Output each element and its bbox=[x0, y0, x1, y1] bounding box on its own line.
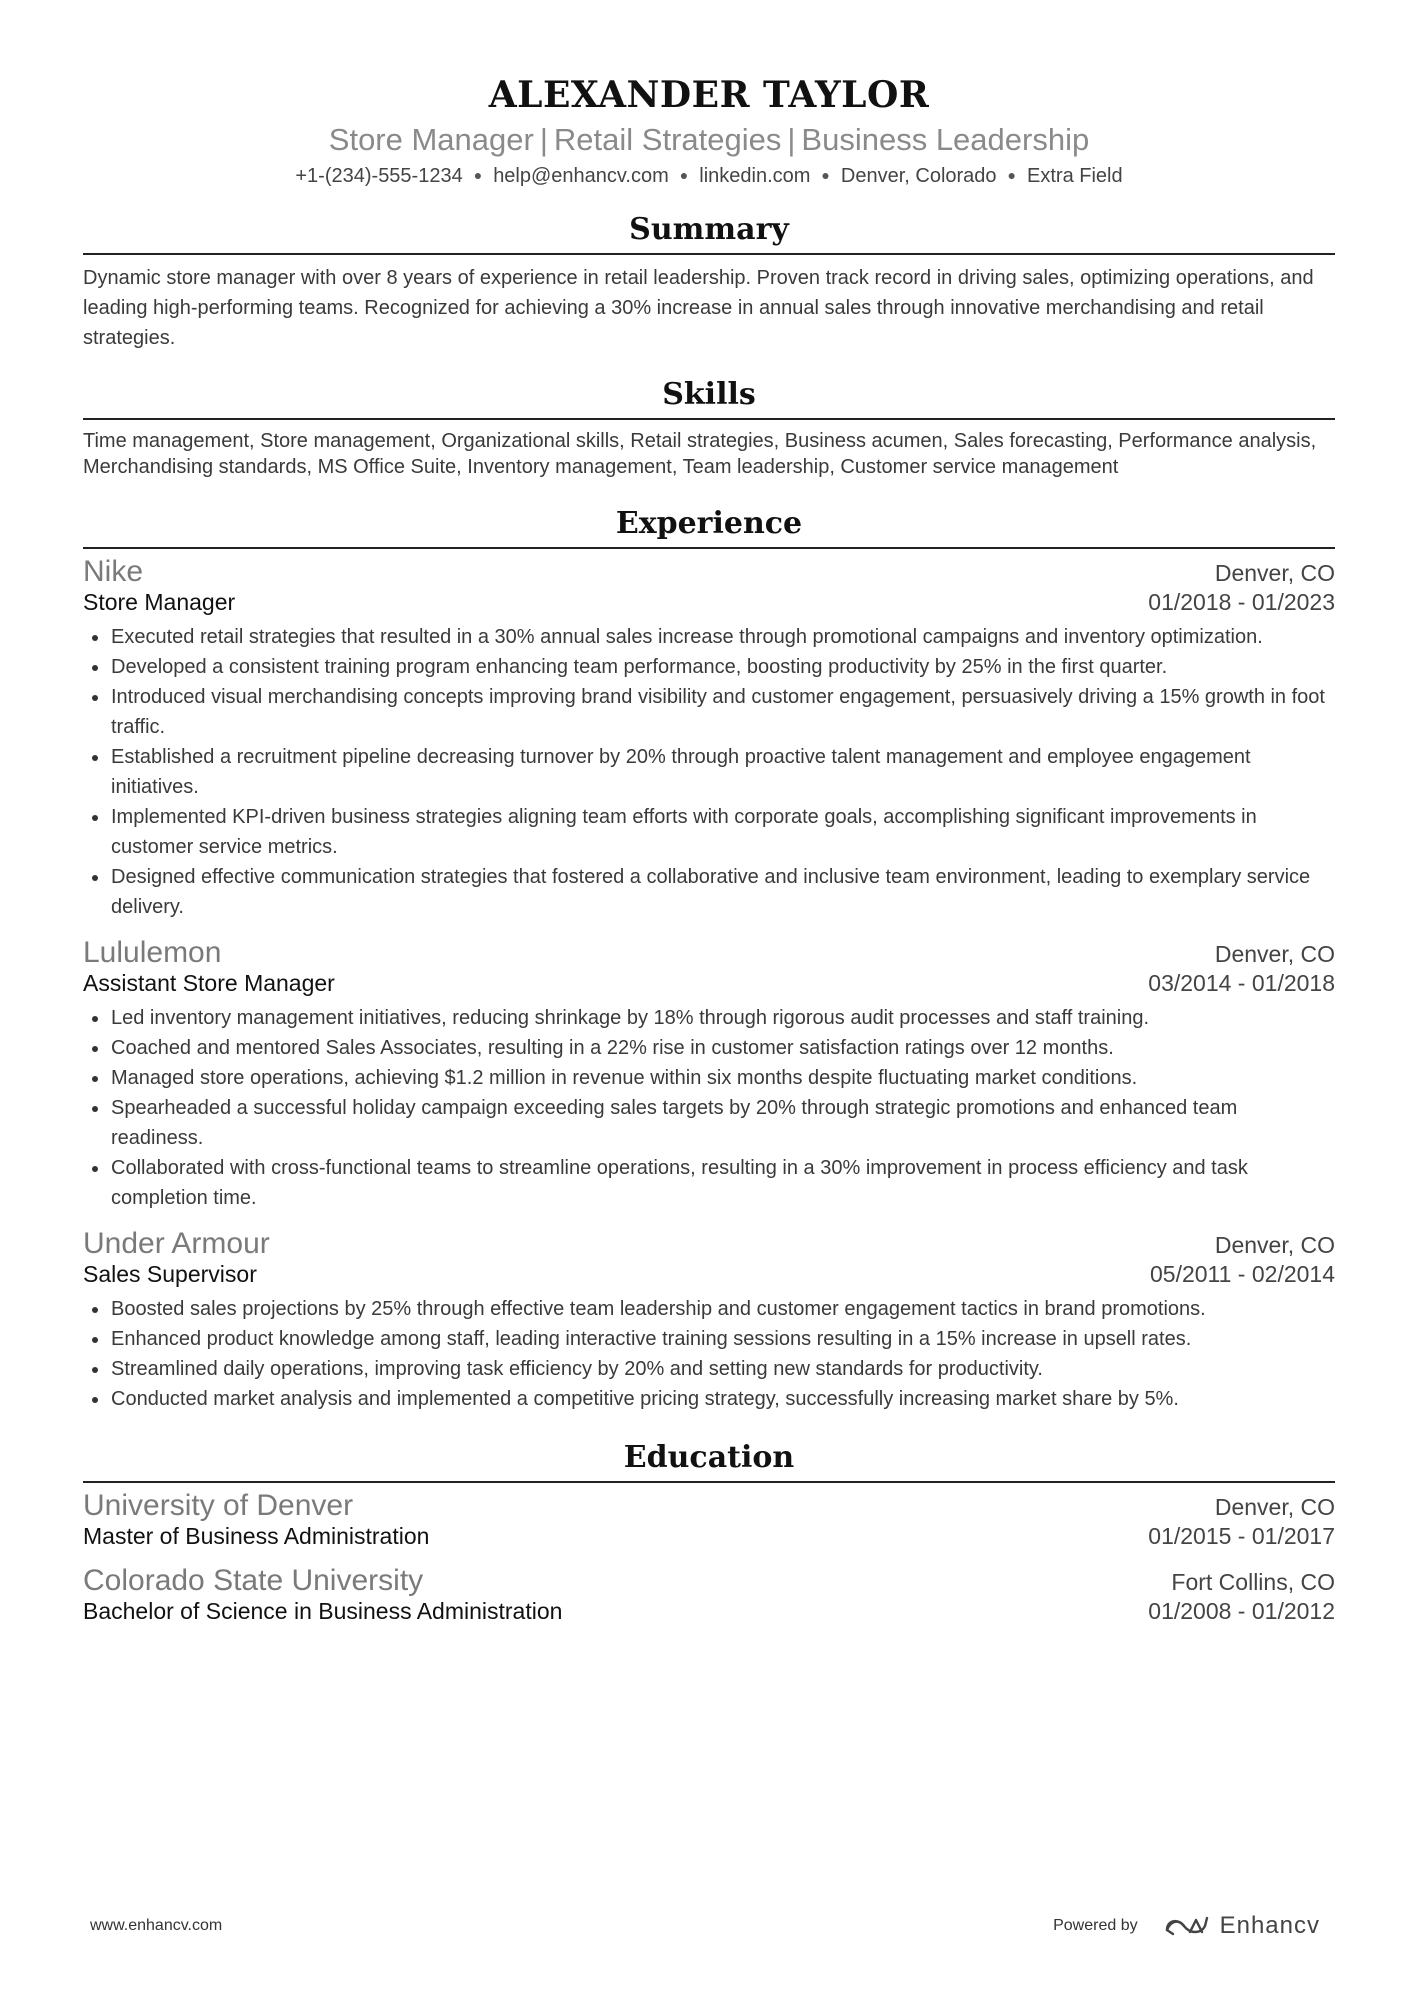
job-dates: 03/2014 - 01/2018 bbox=[1148, 970, 1335, 996]
education-dates: 01/2015 - 01/2017 bbox=[1148, 1523, 1335, 1549]
list-item: Collaborated with cross-functional teams to streamline operations, resulting in a 30% improvement in process efficiency and task completion time. bbox=[111, 1153, 1335, 1213]
degree: Master of Business Administration bbox=[83, 1523, 430, 1549]
brand-logo[interactable] bbox=[1164, 1912, 1320, 1940]
brand-name: Enhancv bbox=[1219, 1912, 1320, 1939]
job-bullets bbox=[83, 1294, 1335, 1414]
headline-separator: | bbox=[539, 122, 548, 157]
list-item: Executed retail strategies that resulted in a 30% annual sales increase through promotional campaigns and inventory optimization. bbox=[111, 622, 1335, 652]
education-subheader bbox=[83, 1523, 1335, 1550]
job-entry bbox=[83, 936, 1335, 1213]
experience-section bbox=[83, 506, 1335, 1414]
job-location: Denver, CO bbox=[1214, 1232, 1335, 1258]
section-title: Summary bbox=[83, 212, 1335, 255]
headline bbox=[83, 120, 1335, 160]
school-name: University of Denver bbox=[83, 1489, 354, 1522]
section-title: Education bbox=[83, 1440, 1335, 1483]
education-section bbox=[83, 1440, 1335, 1625]
contact-location: Denver, Colorado bbox=[840, 165, 997, 187]
company-name: Under Armour bbox=[83, 1227, 270, 1260]
headline-item: Store Manager bbox=[328, 122, 534, 157]
powered-by bbox=[1053, 1912, 1320, 1940]
list-item: Introduced visual merchandising concepts improving brand visibility and customer engagement, persuasively driving a 15% growth in foot traffic. bbox=[111, 682, 1335, 742]
list-item: Conducted market analysis and implemented a competitive pricing strategy, successfully increasing market share by 5%. bbox=[111, 1384, 1335, 1414]
school-location: Fort Collins, CO bbox=[1171, 1569, 1335, 1595]
list-item: Boosted sales projections by 25% through effective team leadership and customer engagement tactics in brand promotions. bbox=[111, 1294, 1335, 1324]
list-item: Established a recruitment pipeline decreasing turnover by 20% through proactive talent management and employee engagement initiatives. bbox=[111, 742, 1335, 802]
bullet-separator: ● bbox=[821, 167, 830, 183]
education-dates: 01/2008 - 01/2012 bbox=[1148, 1598, 1335, 1624]
list-item: Spearheaded a successful holiday campaign exceeding sales targets by 20% through strategic promotions and enhanced team readiness. bbox=[111, 1093, 1335, 1153]
education-entry bbox=[83, 1564, 1335, 1625]
company-name: Lululemon bbox=[83, 936, 222, 969]
footer-url[interactable]: www.enhancv.com bbox=[90, 1917, 223, 1934]
job-entry bbox=[83, 1227, 1335, 1414]
contact-linkedin[interactable]: linkedin.com bbox=[699, 165, 811, 187]
skills-section bbox=[83, 377, 1335, 480]
job-subheader bbox=[83, 589, 1335, 616]
job-bullets bbox=[83, 622, 1335, 922]
list-item: Coached and mentored Sales Associates, resulting in a 22% rise in customer satisfaction ratings over 12 months. bbox=[111, 1033, 1335, 1063]
headline-item: Business Leadership bbox=[801, 122, 1090, 157]
job-bullets bbox=[83, 1003, 1335, 1213]
education-entry bbox=[83, 1489, 1335, 1550]
skills-text: Time management, Store management, Organizational skills, Retail strategies, Business acumen, Sales forecasting, Performance analysis, Merchandising standards, MS Office Suite, Inventory management, Team leadership, Customer service management bbox=[83, 430, 1317, 478]
school-location: Denver, CO bbox=[1214, 1494, 1335, 1520]
job-entry bbox=[83, 555, 1335, 922]
job-title: Assistant Store Manager bbox=[83, 970, 335, 996]
job-subheader bbox=[83, 1261, 1335, 1288]
job-header bbox=[83, 936, 1335, 970]
list-item: Streamlined daily operations, improving task efficiency by 20% and setting new standards for productivity. bbox=[111, 1354, 1335, 1384]
summary-text: Dynamic store manager with over 8 years of experience in retail leadership. Proven track record in driving sales, optimizing operations, and leading high-performing teams. Recognized for achieving a 30% increase in annual sales through innovative merchandising and retail strategies. bbox=[83, 267, 1314, 349]
degree: Bachelor of Science in Business Administration bbox=[83, 1598, 563, 1624]
list-item: Enhanced product knowledge among staff, leading interactive training sessions resulting in a 15% increase in upsell rates. bbox=[111, 1324, 1335, 1354]
section-title: Skills bbox=[83, 377, 1335, 420]
contact-email[interactable]: help@enhancv.com bbox=[493, 165, 669, 187]
summary-section bbox=[83, 212, 1335, 353]
bullet-separator: ● bbox=[473, 167, 483, 183]
job-location: Denver, CO bbox=[1214, 560, 1335, 586]
resume-page bbox=[83, 0, 1335, 1625]
education-subheader bbox=[83, 1598, 1335, 1625]
candidate-name: ALEXANDER TAYLOR bbox=[488, 74, 930, 116]
page-footer bbox=[90, 1912, 1320, 1940]
education-header bbox=[83, 1564, 1335, 1598]
contact-extra: Extra Field bbox=[1027, 165, 1123, 187]
job-header bbox=[83, 555, 1335, 589]
bullet-separator: ● bbox=[1007, 167, 1017, 183]
job-title: Sales Supervisor bbox=[83, 1261, 257, 1287]
bullet-separator: ● bbox=[679, 167, 689, 183]
list-item: Managed store operations, achieving $1.2 million in revenue within six months despite fluctuating market conditions. bbox=[111, 1063, 1335, 1093]
list-item: Developed a consistent training program enhancing team performance, boosting productivity by 25% in the first quarter. bbox=[111, 652, 1335, 682]
headline-item: Retail Strategies bbox=[553, 122, 782, 157]
headline-separator: | bbox=[787, 122, 796, 157]
job-location: Denver, CO bbox=[1214, 941, 1335, 967]
company-name: Nike bbox=[83, 555, 144, 588]
contact-info bbox=[83, 160, 1335, 190]
powered-by-label: Powered by bbox=[1053, 1917, 1138, 1934]
job-subheader bbox=[83, 970, 1335, 997]
education-header bbox=[83, 1489, 1335, 1523]
contact-phone: +1-(234)-555-1234 bbox=[295, 165, 463, 187]
list-item: Implemented KPI-driven business strategies aligning team efforts with corporate goals, accomplishing significant improvements in customer service metrics. bbox=[111, 802, 1335, 862]
job-dates: 05/2011 - 02/2014 bbox=[1149, 1261, 1335, 1287]
list-item: Designed effective communication strategies that fostered a collaborative and inclusive team environment, leading to exemplary service delivery. bbox=[111, 862, 1335, 922]
job-dates: 01/2018 - 01/2023 bbox=[1148, 589, 1335, 615]
list-item: Led inventory management initiatives, reducing shrinkage by 18% through rigorous audit processes and staff training. bbox=[111, 1003, 1335, 1033]
job-title: Store Manager bbox=[83, 589, 236, 615]
section-title: Experience bbox=[83, 506, 1335, 549]
job-header bbox=[83, 1227, 1335, 1261]
enhancv-logo-icon bbox=[1164, 1914, 1210, 1938]
school-name: Colorado State University bbox=[83, 1564, 424, 1597]
